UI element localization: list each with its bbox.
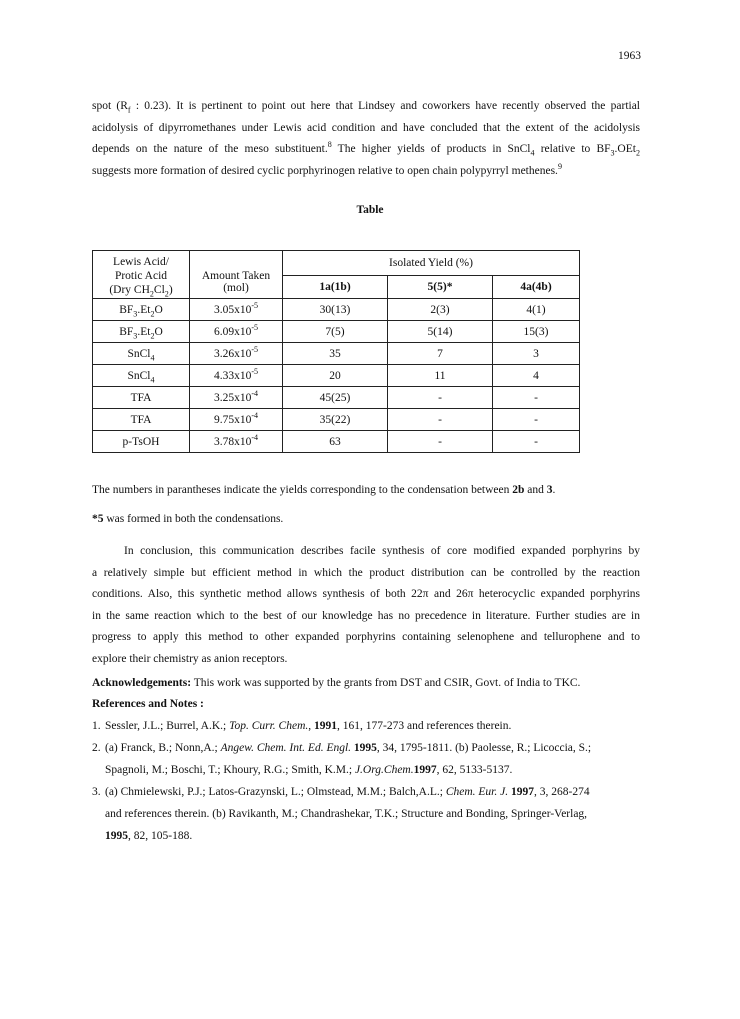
- cell-yield-1a: 20: [283, 365, 388, 387]
- conclusion-line-5: progress to apply this method to other expanded porphyrins containing selenophene and tellurophene and to: [92, 631, 640, 643]
- table-row: [93, 431, 580, 453]
- cell-amount: $3.26x10^{-5}$: [190, 343, 283, 365]
- cell-yield-5: -: [388, 431, 493, 453]
- conclusion-line-3: conditions. Also, this synthetic method allows synthesis of both 22π and 26π heterocyclic expanded porphyrins: [92, 588, 640, 600]
- acknowledgements-text: This work was supported by the grants from DST and CSIR, Govt. of India to TKC.: [193, 677, 581, 689]
- cell-yield-1a: 63: [283, 431, 388, 453]
- cell-yield-4a: -: [493, 387, 580, 409]
- cell-yield-4a: -: [493, 431, 580, 453]
- cell-yield-4a: 4(1): [493, 299, 580, 321]
- cell-amount: $4.33x10^{-5}$: [190, 365, 283, 387]
- conclusion-paragraph: [92, 541, 640, 670]
- header-5: 5(5)*: [388, 276, 493, 299]
- header-isolated-yield: Isolated Yield (%): [283, 251, 580, 276]
- conclusion-line-2: a relatively simple but efficient method in which the product distribution can be controlled by the reaction: [92, 566, 640, 579]
- header-4a: 4a(4b): [493, 276, 580, 299]
- acknowledgements: [92, 677, 580, 689]
- header-amount: Amount Taken (mol): [190, 251, 283, 299]
- cell-yield-1a: 30(13): [283, 299, 388, 321]
- cell-yield-1a: 35: [283, 343, 388, 365]
- cell-yield-4a: -: [493, 409, 580, 431]
- cell-acid: SnCl$_4$: [93, 365, 190, 387]
- cell-yield-5: 5(14): [388, 321, 493, 343]
- cell-acid: p-TsOH: [93, 431, 190, 453]
- intro-line-1: spot ($R_f$ : 0.23). It is pertinent to point out here that Lindsey and coworkers have recently observed the partial: [92, 100, 641, 115]
- cell-yield-4a: 15(3): [493, 321, 580, 343]
- reference-number: 3.: [92, 786, 101, 798]
- cell-acid: SnCl$_4$: [93, 343, 190, 365]
- cell-yield-1a: 35(22): [283, 409, 388, 431]
- cell-acid: TFA: [93, 409, 190, 431]
- cell-amount: $9.75x10^{-4}$: [190, 409, 283, 431]
- intro-line-2: acidolysis of dipyrromethanes under Lewis acid condition and have concluded that the extent of the acidolysis: [92, 121, 640, 134]
- table-row: [93, 365, 580, 387]
- cell-yield-4a: 4: [493, 365, 580, 387]
- cell-amount: $3.25x10^{-4}$: [190, 387, 283, 409]
- conclusion-line-4: in the same reaction which to the best of our knowledge has no precedence in literature. Further studies are in: [92, 609, 640, 622]
- table-row: [93, 299, 580, 321]
- table-row: [93, 321, 580, 343]
- reference-number: 2.: [92, 742, 101, 754]
- page-number: 1963: [618, 50, 641, 62]
- conclusion-line-6: explore their chemistry as anion receptors.: [92, 652, 288, 665]
- cell-yield-5: -: [388, 409, 493, 431]
- reference-number: 1.: [92, 720, 101, 732]
- cell-yield-5: 11: [388, 365, 493, 387]
- intro-line-3: depends on the nature of the meso substituent.$^8$ The higher yields of products in SnCl$_4$ relative to $BF_3.OEt_2$: [92, 140, 640, 158]
- conclusion-line-1: In conclusion, this communication describes facile synthesis of core modified expanded porphyrins by: [124, 545, 640, 557]
- cell-acid: $BF_3.Et_2O$: [93, 321, 190, 343]
- cell-yield-4a: 3: [493, 343, 580, 365]
- intro-paragraph: [92, 96, 640, 182]
- reference-2: 2. (a) Franck, B.; Nonn,A.; Angew. Chem. Int. Ed. Engl. 1995, 34, 1795-1811. (b) Paolesse, R.; Licoccia, S.; Spagnoli, M.; Boschi, T.; Khoury, R.G.; Smith, K.M.; J.Org.Chem.1997, 62, 5133-5137.: [92, 737, 640, 781]
- table-row: [93, 387, 580, 409]
- header-1a: 1a(1b): [283, 276, 388, 299]
- reference-3: 3. (a) Chmielewski, P.J.; Latos-Grazynski, L.; Olmstead, M.M.; Balch,A.L.; Chem. Eur. J. 1997, 3, 268-274 and references therein. (b) Ravikanth, M.; Chandrashekar, T.K.; Structure and Bonding, Springer-Verlag, 1995, 82, 105-188.: [92, 781, 640, 847]
- table-title: Table: [356, 204, 384, 216]
- table-row: [93, 409, 580, 431]
- cell-acid: $BF_3.Et_2O$: [93, 299, 190, 321]
- cell-amount: $3.78x10^{-4}$: [190, 431, 283, 453]
- cell-yield-5: -: [388, 387, 493, 409]
- reference-1: 1. Sessler, J.L.; Burrel, A.K.; Top. Curr. Chem., 1991, 161, 177-273 and references therein.: [92, 715, 640, 737]
- table-note-parentheses: The numbers in parantheses indicate the yields corresponding to the condensation between 2b and 3.: [92, 484, 556, 496]
- cell-yield-1a: 45(25): [283, 387, 388, 409]
- cell-amount: $6.09x10^{-5}$: [190, 321, 283, 343]
- cell-yield-1a: 7(5): [283, 321, 388, 343]
- yield-table: [92, 250, 580, 453]
- cell-acid: TFA: [93, 387, 190, 409]
- table-note-asterisk: *5 was formed in both the condensations.: [92, 513, 284, 525]
- cell-yield-5: 7: [388, 343, 493, 365]
- cell-yield-5: 2(3): [388, 299, 493, 321]
- intro-line-4: suggests more formation of desired cyclic porphyrinogen relative to open chain polypyrryl methenes.$^9$: [92, 161, 562, 177]
- table-row: [93, 343, 580, 365]
- acknowledgements-label: Acknowledgements:: [92, 677, 192, 689]
- cell-amount: $3.05x10^{-5}$: [190, 299, 283, 321]
- references-heading: References and Notes :: [92, 698, 204, 710]
- header-lewis-acid: Lewis Acid/ Protic Acid (Dry $CH_2Cl_2$): [93, 251, 190, 299]
